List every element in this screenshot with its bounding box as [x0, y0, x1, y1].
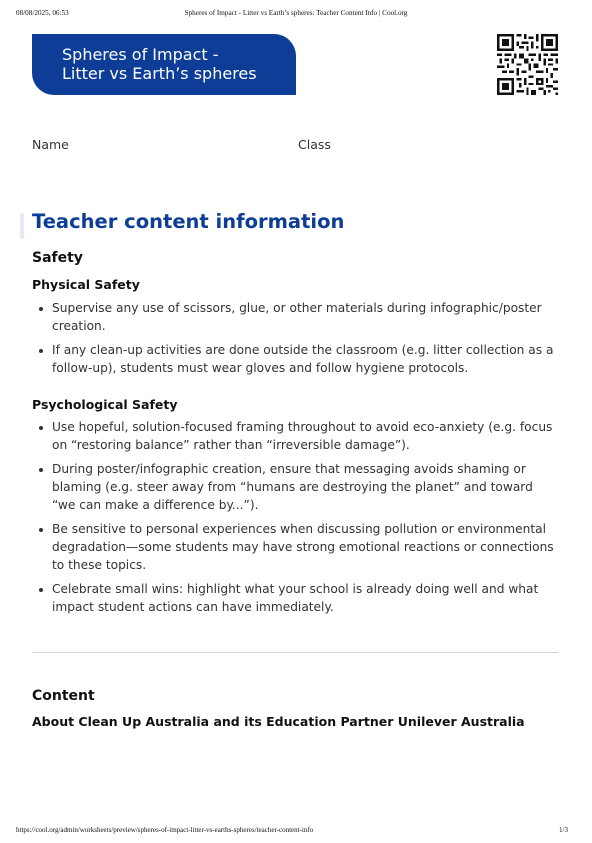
list-item: During poster/infographic creation, ensure that messaging avoids shaming or blaming (e.g. steer away from “humans are destroying the planet” and toward “we can make a difference by...”). [32, 460, 557, 514]
psychological-safety-heading: Psychological Safety [32, 397, 178, 412]
print-datetime: 08/08/2025, 06:53 [16, 9, 69, 17]
print-header [16, 9, 576, 21]
list-item: Be sensitive to personal experiences when discussing pollution or environmental degradation—some students may have strong emotional reactions or connections to these topics. [32, 520, 557, 574]
physical-safety-list [32, 299, 557, 383]
section-divider [32, 652, 558, 653]
safety-heading: Safety [32, 250, 83, 266]
page-number: 1/3 [559, 826, 568, 834]
list-item: Celebrate small wins: highlight what your school is already doing well and what impact student actions can have immediately. [32, 580, 557, 616]
list-item: If any clean-up activities are done outside the classroom (e.g. litter collection as a follow-up), students must wear gloves and follow hygiene protocols. [32, 341, 557, 377]
psychological-safety-list [32, 418, 557, 622]
teacher-info-heading: Teacher content information [32, 210, 345, 233]
class-label: Class [298, 137, 331, 152]
worksheet-title-banner [32, 34, 296, 95]
content-heading: Content [32, 688, 95, 704]
list-item: Use hopeful, solution-focused framing throughout to avoid eco-anxiety (e.g. focus on “restoring balance” rather than “irreversible damage”). [32, 418, 557, 454]
section-accent-bar [20, 213, 24, 239]
name-label: Name [32, 137, 69, 152]
print-url: https://cool.org/admin/worksheets/preview/spheres-of-impact-litter-vs-earths-spheres/teacher-content-info [16, 826, 314, 834]
physical-safety-heading: Physical Safety [32, 277, 140, 292]
worksheet-title-line-1: Spheres of Impact - [62, 45, 219, 64]
worksheet-title-line-2: Litter vs Earth’s spheres [62, 63, 257, 83]
list-item: Supervise any use of scissors, glue, or other materials during infographic/poster creation. [32, 299, 557, 335]
print-page-title: Spheres of Impact - Litter vs Earth’s spheres: Teacher Content Info | Cool.org [184, 9, 408, 17]
qr-code-icon [497, 34, 558, 95]
content-subheading: About Clean Up Australia and its Education Partner Unilever Australia [32, 714, 525, 729]
